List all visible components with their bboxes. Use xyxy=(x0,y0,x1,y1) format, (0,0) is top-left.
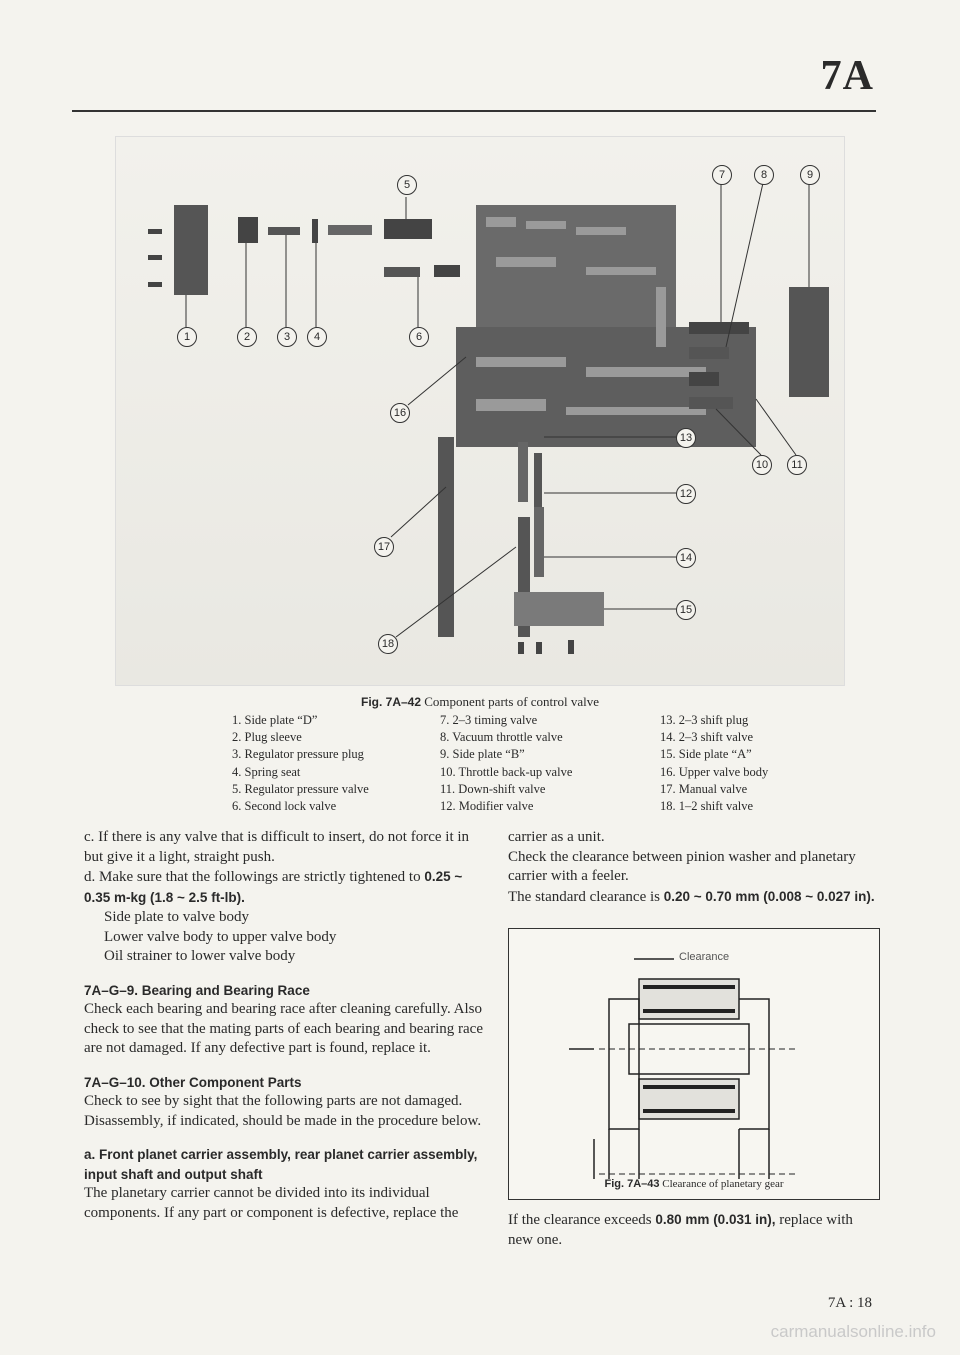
legend-item: 11. Down-shift valve xyxy=(440,781,546,796)
legend-column-3 xyxy=(660,712,768,815)
callout-14: 14 xyxy=(676,548,696,568)
callout-8: 8 xyxy=(754,165,774,185)
section-g10-title: 7A–G–10. Other Component Parts xyxy=(84,1074,302,1090)
exceed-clearance-value: 0.80 mm (0.031 in), xyxy=(655,1212,776,1227)
tighten-item: Oil strainer to lower valve body xyxy=(104,948,296,964)
continuation-text: carrier as a unit. xyxy=(508,829,605,845)
legend-item: 7. 2–3 timing valve xyxy=(440,713,538,727)
callout-1: 1 xyxy=(177,327,197,347)
subsection-a-body: The planetary carrier cannot be divided into its individual components. If any part or component is defective, replace the xyxy=(84,1185,459,1221)
page-number: 7A : 18 xyxy=(827,1295,872,1311)
paragraph-c: c. If there is any valve that is difficult to insert, do not force it in but give it a light, straight push. xyxy=(84,829,470,865)
exceed-clearance xyxy=(508,1210,880,1250)
legend-item: 14. 2–3 shift valve xyxy=(660,730,754,745)
section-code: 7A xyxy=(820,53,874,99)
figure-43-title: Clearance of planetary gear xyxy=(662,1178,784,1190)
callout-3: 3 xyxy=(277,327,297,347)
side-plate-a-shape xyxy=(514,592,604,626)
legend-item: 16. Upper valve body xyxy=(660,764,769,779)
callout-13: 13 xyxy=(676,428,696,448)
legend-item: 1. Side plate “D” xyxy=(232,713,318,727)
figure-42-number: Fig. 7A–42 xyxy=(360,695,422,709)
callout-10: 10 xyxy=(752,455,772,475)
clearance-label: Clearance xyxy=(679,951,730,963)
check-clearance-text: Check the clearance between pinion washer and planetary carrier with a feeler. xyxy=(508,848,856,884)
standard-clearance-value: 0.20 ~ 0.70 mm (0.008 ~ 0.027 in). xyxy=(663,888,875,904)
legend-item: 5. Regulator pressure valve xyxy=(232,781,369,796)
planetary-gear-diagram xyxy=(509,929,879,1199)
standard-clearance-label: The standard clearance is xyxy=(508,888,660,905)
figure-42-title: Component parts of control valve xyxy=(424,694,600,709)
legend-item: 9. Side plate “B” xyxy=(440,747,525,762)
callout-6: 6 xyxy=(409,327,429,347)
callout-15: 15 xyxy=(676,600,696,620)
header-rule xyxy=(72,110,876,112)
legend-item: 2. Plug sleeve xyxy=(232,730,302,745)
planetary-gear-figure xyxy=(508,928,880,1200)
side-plate-b-shape xyxy=(789,287,829,397)
callout-2: 2 xyxy=(237,327,257,347)
legend-column-1 xyxy=(232,712,369,815)
figure-42-caption xyxy=(0,694,960,710)
legend-item: 8. Vacuum throttle valve xyxy=(440,730,563,745)
legend-item: 17. Manual valve xyxy=(660,781,748,796)
legend-item: 4. Spring seat xyxy=(232,764,301,779)
paragraph-d xyxy=(84,867,484,908)
figure-43-number: Fig. 7A–43 xyxy=(604,1178,660,1190)
watermark: carmanualsonline.info xyxy=(770,1322,936,1341)
paragraph-d-text: d. Make sure that the followings are strictly tightened to xyxy=(84,869,421,885)
tighten-item: Side plate to valve body xyxy=(104,909,249,925)
side-plate-d-shape xyxy=(174,205,208,295)
control-valve-illustration xyxy=(116,137,844,685)
subsection-a-title: a. Front planet carrier assembly, rear planet carrier assembly, input shaft and output shaft xyxy=(84,1147,478,1182)
callout-5: 5 xyxy=(397,175,417,195)
control-valve-figure xyxy=(115,136,845,686)
legend-item: 3. Regulator pressure plug xyxy=(232,747,364,762)
callout-18: 18 xyxy=(378,634,398,654)
legend-item: 15. Side plate “A” xyxy=(660,747,752,762)
legend-item: 18. 1–2 shift valve xyxy=(660,799,754,814)
callout-17: 17 xyxy=(374,537,394,557)
manual-valve-shape xyxy=(438,437,454,637)
callout-16: 16 xyxy=(390,403,410,423)
callout-9: 9 xyxy=(800,165,820,185)
callout-4: 4 xyxy=(307,327,327,347)
standard-clearance xyxy=(508,887,880,908)
tighten-item: Lower valve body to upper valve body xyxy=(104,928,337,945)
legend-item: 6. Second lock valve xyxy=(232,799,337,814)
legend-item: 13. 2–3 shift plug xyxy=(660,713,749,727)
left-column xyxy=(84,828,484,1223)
callout-11: 11 xyxy=(787,455,807,475)
right-column-top xyxy=(508,828,880,907)
section-g10-body: Check to see by sight that the following parts are not damaged. Disassembly, if indicated, should be made in the procedure below. xyxy=(84,1093,482,1129)
exceed-clearance-label: If the clearance exceeds xyxy=(508,1212,652,1228)
right-column-bottom xyxy=(508,1210,880,1250)
callout-7: 7 xyxy=(712,165,732,185)
legend-item: 10. Throttle back-up valve xyxy=(440,764,573,779)
callout-12: 12 xyxy=(676,484,696,504)
legend-item: 12. Modifier valve xyxy=(440,799,534,814)
exceed-clearance-action: replace with new one. xyxy=(508,1212,853,1248)
legend-column-2 xyxy=(440,712,572,815)
figure-43-caption xyxy=(508,1178,880,1190)
section-g9-title: 7A–G–9. Bearing and Bearing Race xyxy=(84,982,310,998)
section-g9-body: Check each bearing and bearing race after cleaning carefully. Also check to see that the mating parts of each bearing and bearing race are not damaged. If any defective part is found, replace it. xyxy=(84,1001,483,1056)
torque-value: 0.25 ~ 0.35 m-kg (1.8 ~ 2.5 ft-lb). xyxy=(84,869,463,905)
